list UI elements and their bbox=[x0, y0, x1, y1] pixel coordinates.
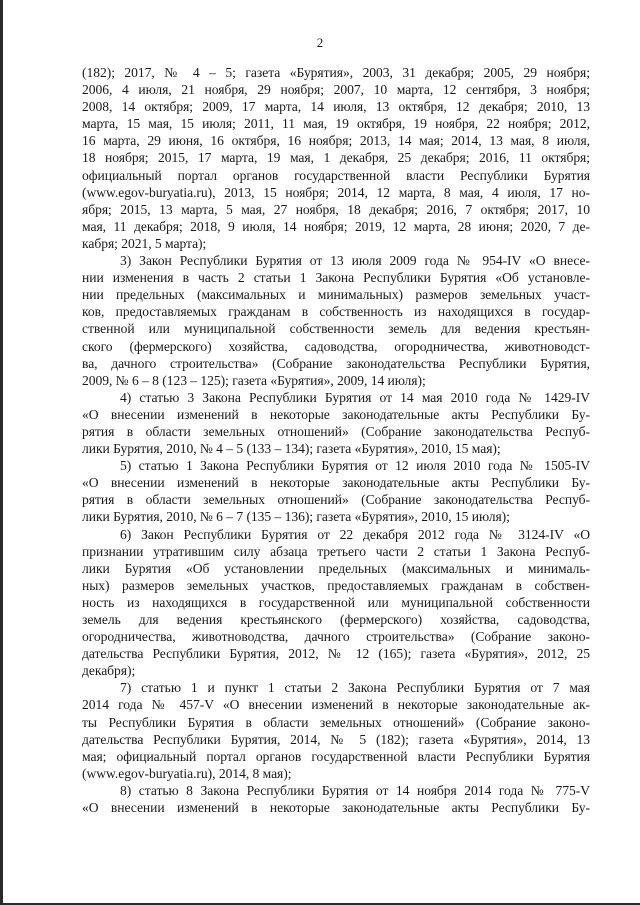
text-line: рятия в области земельных отношений» (Собрание законодательства Респуб- bbox=[82, 423, 590, 439]
text-line: 2009, № 6 – 8 (123 – 125); газета «Бурятия», 2009, 14 июля); bbox=[82, 372, 426, 388]
text-line: 2014 года № 457-V «О внесении изменений в некоторые законодательные ак- bbox=[82, 697, 590, 713]
text-line: ственной или муниципальной собственности земель для ведения крестьян- bbox=[82, 321, 590, 337]
text-line: 2008, 14 октября; 2009, 17 марта, 14 июля, 13 октября, 12 декабря; 2010, 13 bbox=[82, 99, 590, 115]
text-line: ября; 2015, 13 марта, 5 мая, 27 ноября, 18 декабря; 2016, 7 октября; 2017, 10 bbox=[82, 201, 590, 217]
text-line: «О внесении изменений в некоторые законодательные акты Республики Бу- bbox=[82, 406, 590, 422]
text-line: признании утратившим силу абзаца третьего части 2 статьи 1 Закона Респуб- bbox=[82, 543, 590, 559]
text-line: дательства Республики Бурятия, 2012, № 12 (165); газета «Бурятия», 2012, 25 bbox=[82, 646, 590, 662]
text-line: кабря; 2021, 5 марта); bbox=[82, 235, 207, 251]
text-line: ков, предоставляемых гражданам в собственность из находящихся в государ- bbox=[82, 304, 590, 320]
text-line: лики Бурятия «Об установлении предельных (максимальных и минималь- bbox=[82, 560, 590, 576]
text-line: мая; официальный портал органов государственной власти Республики Бурятия bbox=[82, 748, 590, 764]
text-line: нии изменения в часть 2 статьи 1 Закона Республики Бурятия «Об установле- bbox=[82, 270, 590, 286]
text-line: «О внесении изменений в некоторые законодательные акты Республики Бу- bbox=[82, 475, 590, 491]
paragraph-start-line: 8) статью 8 Закона Республики Бурятия от 14 ноября 2014 года № 775-V bbox=[120, 782, 590, 798]
text-line: лики Бурятия, 2010, № 6 – 7 (135 – 136); газета «Бурятия», 2010, 15 июля); bbox=[82, 509, 510, 525]
text-line: ва, дачного строительства» (Собрание законодательства Республики Бурятия, bbox=[82, 355, 590, 371]
paragraph-start-line: 3) Закон Республики Бурятия от 13 июля 2009 года № 954-IV «О внесе- bbox=[120, 253, 590, 269]
text-line: официальный портал органов государственной власти Республики Бурятия bbox=[82, 167, 590, 183]
text-line: 18 ноября; 2015, 17 марта, 19 мая, 1 декабря, 25 декабря; 2016, 11 октября; bbox=[82, 150, 590, 166]
text-line: (www.egov-buryatia.ru), 2013, 15 ноября; 2014, 12 марта, 8 мая, 4 июля, 17 но- bbox=[82, 184, 590, 200]
text-line: 16 марта, 29 июня, 16 октября, 16 ноября; 2013, 14 мая; 2014, 13 мая, 8 июля, bbox=[82, 133, 590, 149]
paragraph-start-line: 6) Закон Республики Бурятия от 22 декабря 2012 года № 3124-IV «О bbox=[120, 526, 590, 542]
text-line: рятия в области земельных отношений» (Собрание законодательства Респуб- bbox=[82, 492, 590, 508]
text-line: марта, 15 мая, 15 июля; 2011, 11 мая, 19 октября, 19 ноября, 22 ноября; 2012, bbox=[82, 116, 590, 132]
text-line: 2006, 4 июля, 21 ноября, 29 ноября; 2007, 10 марта, 12 сентября, 3 ноября; bbox=[82, 82, 590, 98]
text-line: земель для ведения крестьянского (фермерского) хозяйства, садоводства, bbox=[82, 612, 590, 627]
page-number: 2 bbox=[316, 35, 324, 50]
paragraph-start-line: 5) статью 1 Закона Республики Бурятия от 12 июля 2010 года № 1505-IV bbox=[120, 458, 590, 474]
text-line: лики Бурятия, 2010, № 4 – 5 (133 – 134); газета «Бурятия», 2010, 15 мая); bbox=[82, 441, 501, 457]
text-line: ность из находящихся в государственной или муниципальной собственности bbox=[82, 594, 590, 610]
text-line: нии предельных (максимальных и минимальных) размеров земельных участ- bbox=[82, 287, 590, 303]
text-line: огородничества, животноводства, дачного строительства» (Собрание законо- bbox=[82, 629, 590, 645]
text-line: мая, 11 декабря; 2018, 9 июля, 14 ноября; 2019, 12 марта, 28 июня; 2020, 7 де- bbox=[82, 218, 590, 234]
document-body bbox=[82, 64, 590, 816]
paragraph-start-line: 7) статью 1 и пункт 1 статьи 2 Закона Республики Бурятия от 7 мая bbox=[120, 680, 590, 696]
text-line: «О внесении изменений в некоторые законодательные акты Республики Бу- bbox=[82, 800, 590, 816]
scan-edge-left bbox=[0, 0, 3, 905]
paragraph-start-line: 4) статью 3 Закона Республики Бурятия от 14 мая 2010 года № 1429-IV bbox=[120, 389, 590, 405]
text-line: дательства Республики Бурятия, 2014, № 5 (182); газета «Бурятия», 2014, 13 bbox=[82, 731, 590, 747]
text-line: ты Республики Бурятия в области земельных отношений» (Собрание законо- bbox=[82, 714, 590, 730]
text-line: ского (фермерского) хозяйства, садоводства, огородничества, животноводст- bbox=[82, 338, 590, 354]
text-line: (182); 2017, № 4 – 5; газета «Бурятия», 2003, 31 декабря; 2005, 29 ноября; bbox=[82, 65, 590, 80]
text-line: декабря); bbox=[82, 663, 136, 679]
text-line: (www.egov-buryatia.ru), 2014, 8 мая); bbox=[82, 765, 292, 781]
text-line: ных) размеров земельных участков, предоставляемых гражданам в собствен- bbox=[82, 577, 590, 593]
